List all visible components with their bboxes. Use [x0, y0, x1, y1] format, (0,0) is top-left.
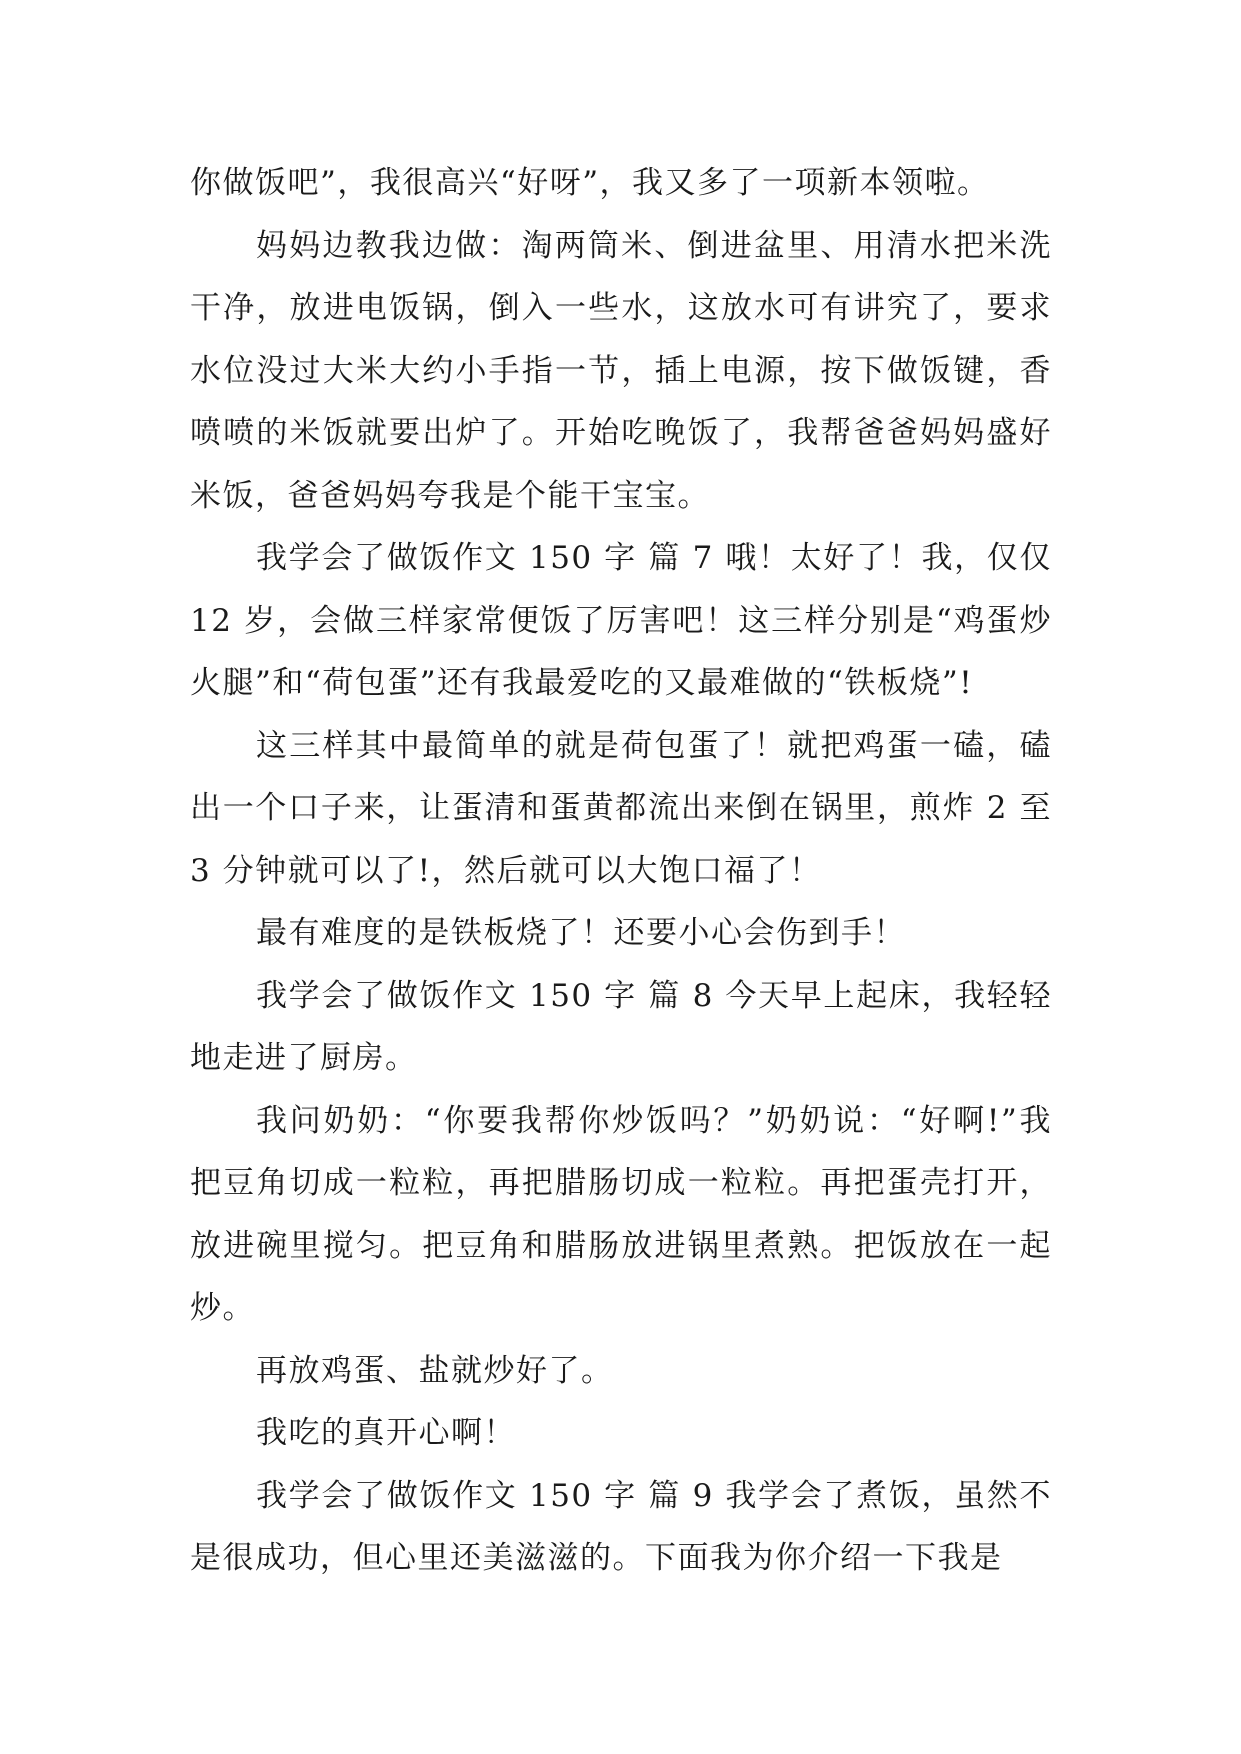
paragraph-4: 这三样其中最简单的就是荷包蛋了！就把鸡蛋一磕，磕出一个口子来，让蛋清和蛋黄都流出来倒在锅里，煎炸 2 至 3 分钟就可以了!，然后就可以大饱口福了！: [190, 727, 1052, 889]
paragraph-3: 我学会了做饭作文 150 字 篇 7 哦！太好了！我，仅仅 12 岁，会做三样家常便饭了厉害吧！这三样分别是“鸡蛋炒火腿”和“荷包蛋”还有我最爱吃的又最难做的“铁板烧”!: [190, 540, 1052, 701]
paragraph-5: 最有难度的是铁板烧了！还要小心会伤到手！: [256, 915, 906, 951]
paragraph-1: 你做饭吧”，我很高兴“好呀”，我又多了一项新本领啦。: [190, 165, 990, 201]
paragraph-8: 再放鸡蛋、盐就炒好了。: [256, 1352, 614, 1389]
paragraph-6: 我学会了做饭作文 150 字 篇 8 今天早上起床，我轻轻地走进了厨房。: [190, 977, 1052, 1076]
paragraph-9: 我吃的真开心啊！: [256, 1415, 516, 1451]
paragraph-2: 妈妈边教我边做：淘两筒米、倒进盆里、用清水把米洗干净，放进电饭锅，倒入一些水，这放水可有讲究了，要求水位没过大米大约小手指一节，插上电源，按下做饭键，香喷喷的米饭就要出炉了。开始吃晚饭了，我帮爸爸妈妈盛好米饭，爸爸妈妈夸我是个能干宝宝。: [190, 227, 1052, 514]
paragraph-7: 我问奶奶：“你要我帮你炒饭吗？”奶奶说：“好啊!”我把豆角切成一粒粒，再把腊肠切成一粒粒。再把蛋壳打开，放进碗里搅匀。把豆角和腊肠放进锅里煮熟。把饭放在一起炒。: [190, 1102, 1052, 1326]
body-text: [190, 152, 1052, 1590]
paragraph-10: 我学会了做饭作文 150 字 篇 9 我学会了煮饭，虽然不是很成功，但心里还美滋滋的。下面我为你介绍一下我是: [190, 1477, 1052, 1576]
